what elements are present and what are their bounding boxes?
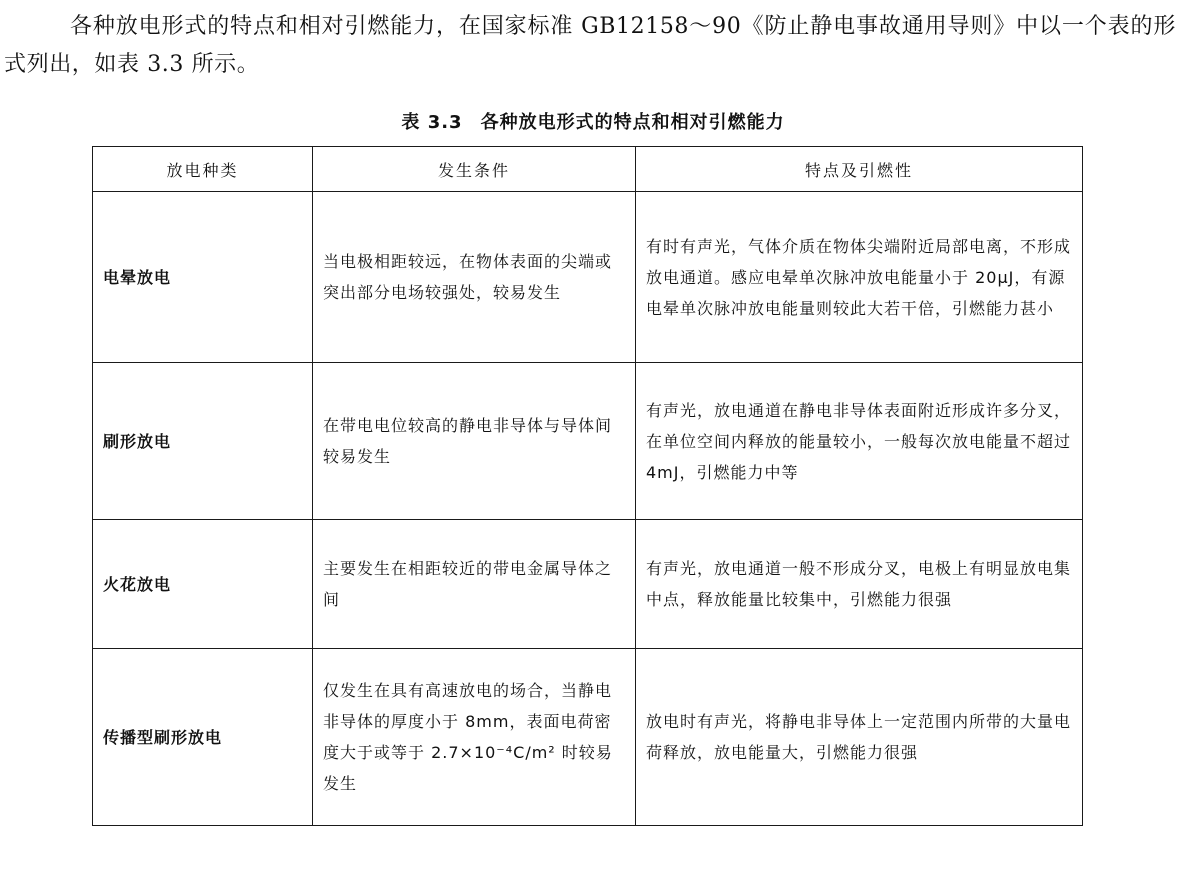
characteristics-cell: 有声光，放电通道在静电非导体表面附近形成许多分叉，在单位空间内释放的能量较小，一般每次放电能量不超过 4mJ，引燃能力中等 [636,363,1083,520]
header-discharge-type: 放电种类 [93,147,313,192]
header-condition: 发生条件 [313,147,636,192]
table-row [93,649,1083,826]
table-caption [0,108,1186,134]
intro-paragraph: 各种放电形式的特点和相对引燃能力，在国家标准 GB12158～90《防止静电事故通用导则》中以一个表的形式列出，如表 3.3 所示。 [4,14,1176,77]
characteristics-cell: 放电时有声光，将静电非导体上一定范围内所带的大量电荷释放，放电能量大，引燃能力很强 [636,649,1083,826]
table-header-row [93,147,1083,192]
header-characteristics: 特点及引燃性 [636,147,1083,192]
discharge-table [92,146,1083,826]
table-caption-number: 表 3.3 [401,112,463,133]
condition-cell: 在带电电位较高的静电非导体与导体间较易发生 [313,363,636,520]
table-caption-title: 各种放电形式的特点和相对引燃能力 [480,112,785,133]
condition-cell: 仅发生在具有高速放电的场合，当静电非导体的厚度小于 8mm，表面电荷密度大于或等于 2.7×10⁻⁴C/m² 时较易发生 [313,649,636,826]
discharge-type-cell: 刷形放电 [93,363,313,520]
characteristics-cell: 有声光，放电通道一般不形成分叉，电极上有明显放电集中点，释放能量比较集中，引燃能力很强 [636,520,1083,649]
table-row [93,520,1083,649]
table-row [93,363,1083,520]
discharge-type-cell: 传播型刷形放电 [93,649,313,826]
table-row [93,192,1083,363]
condition-cell: 主要发生在相距较近的带电金属导体之间 [313,520,636,649]
characteristics-cell: 有时有声光，气体介质在物体尖端附近局部电离，不形成放电通道。感应电晕单次脉冲放电能量小于 20μJ，有源电晕单次脉冲放电能量则较此大若干倍，引燃能力甚小 [636,192,1083,363]
condition-cell: 当电极相距较远，在物体表面的尖端或突出部分电场较强处，较易发生 [313,192,636,363]
discharge-type-cell: 电晕放电 [93,192,313,363]
discharge-type-cell: 火花放电 [93,520,313,649]
